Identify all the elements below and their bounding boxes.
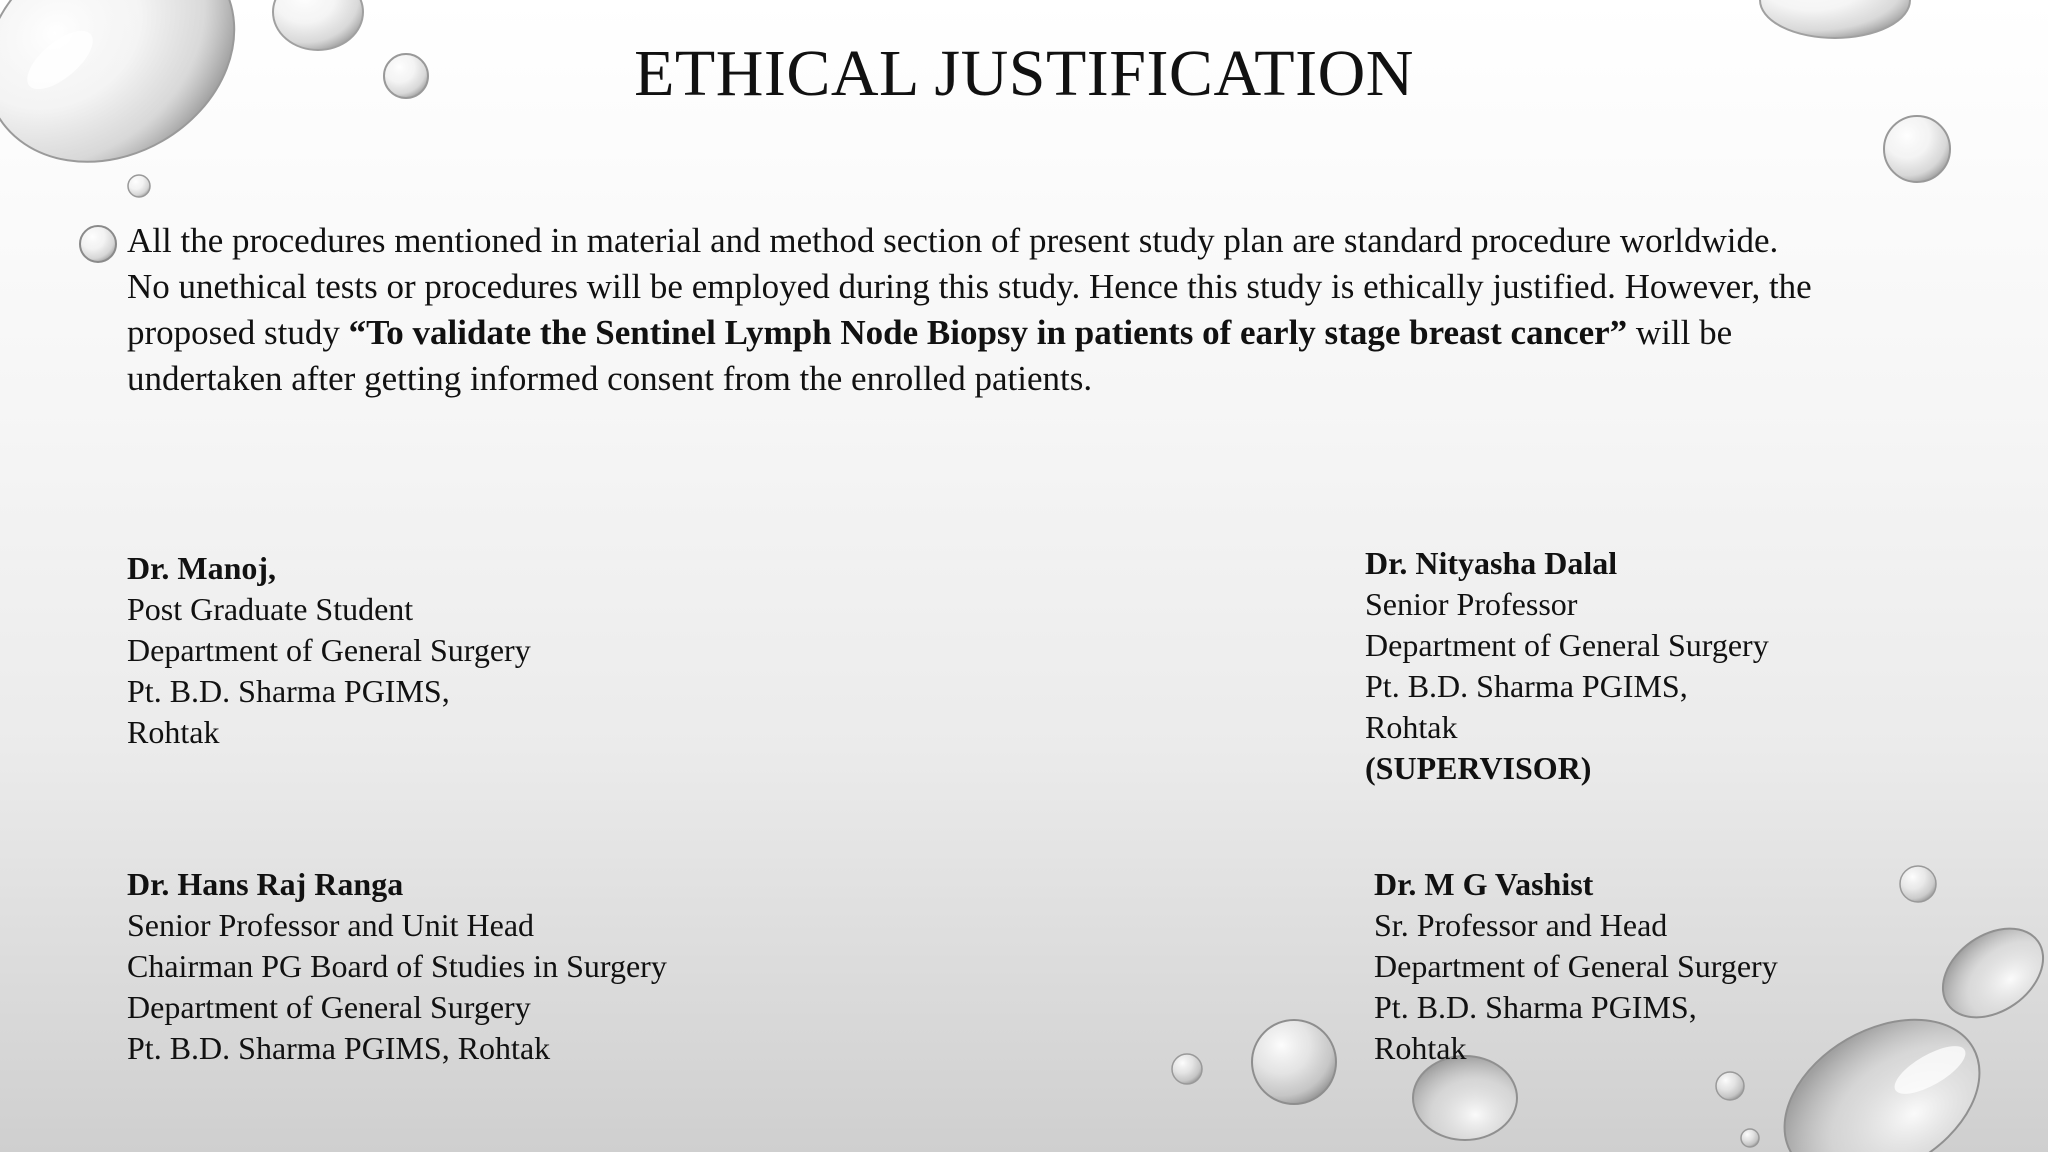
signatory-line: Sr. Professor and Head xyxy=(1374,907,1668,943)
slide-title: ETHICAL JUSTIFICATION xyxy=(634,37,1414,110)
water-drop xyxy=(1172,1054,1202,1084)
signatory-line: Senior Professor xyxy=(1365,586,1578,622)
signatory-name: Dr. Hans Raj Ranga xyxy=(127,866,404,902)
water-drop xyxy=(1760,0,1910,38)
signatory-line: Post Graduate Student xyxy=(127,591,414,627)
signatory-ranga xyxy=(127,864,667,1069)
signatory-line: Department of General Surgery xyxy=(1365,627,1769,663)
paragraph-text-after: will be undertaken after getting informed consent from the enrolled patients. xyxy=(127,313,1733,398)
water-drop xyxy=(1252,1020,1336,1104)
signatory-line: Chairman PG Board of Studies in Surgery xyxy=(127,948,667,984)
signatory-manoj xyxy=(127,548,531,753)
water-drop xyxy=(1900,866,1936,902)
signatory-line: Pt. B.D. Sharma PGIMS, xyxy=(1365,668,1688,704)
signatory-line: Pt. B.D. Sharma PGIMS, Rohtak xyxy=(127,1030,551,1066)
water-drop xyxy=(128,175,150,197)
water-drop xyxy=(1884,116,1950,182)
signatory-line: Rohtak xyxy=(1374,1030,1467,1066)
signatory-role: (SUPERVISOR) xyxy=(1365,750,1592,786)
signatory-name: Dr. Manoj, xyxy=(127,550,277,586)
signatory-line: Rohtak xyxy=(127,714,220,750)
signatory-line: Pt. B.D. Sharma PGIMS, xyxy=(127,673,450,709)
water-drop xyxy=(1926,910,2048,1035)
signatory-name: Dr. Nityasha Dalal xyxy=(1365,545,1618,581)
signatory-dalal xyxy=(1365,543,1769,789)
signatory-line: Department of General Surgery xyxy=(1374,948,1778,984)
bullet-drop-icon xyxy=(78,224,118,264)
signatory-vashist xyxy=(1374,864,1778,1069)
signatory-line: Rohtak xyxy=(1365,709,1458,745)
water-drop xyxy=(1741,1129,1759,1147)
signatory-line: Department of General Surgery xyxy=(127,989,531,1025)
paragraph-text-before: All the procedures mentioned in material and method section of present study plan are standard procedure worldwide. No unethical tests or procedures will be employed during this study. Hence this study is ethically justified. However, the proposed study xyxy=(127,221,1812,352)
signatory-name: Dr. M G Vashist xyxy=(1374,866,1594,902)
study-title-bold: “To validate the Sentinel Lymph Node Biopsy in patients of early stage breast cancer” xyxy=(348,313,1628,352)
signatory-line: Senior Professor and Unit Head xyxy=(127,907,535,943)
water-drop xyxy=(1716,1072,1744,1100)
signatory-line: Pt. B.D. Sharma PGIMS, xyxy=(1374,989,1697,1025)
signatory-line: Department of General Surgery xyxy=(127,632,531,668)
justification-paragraph xyxy=(127,218,1827,402)
